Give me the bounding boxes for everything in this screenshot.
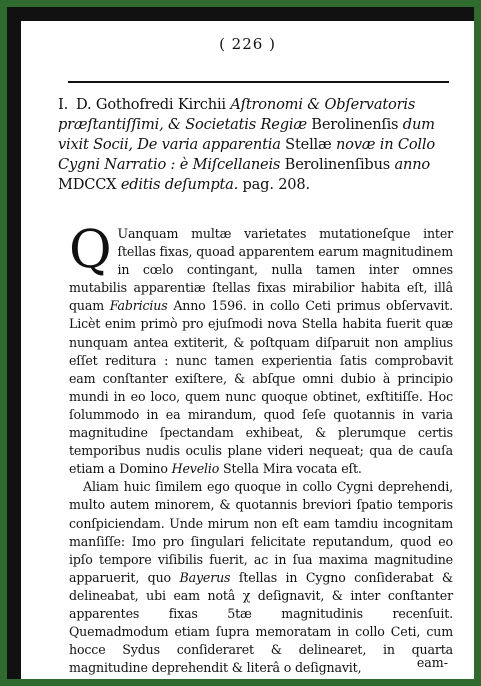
paragraph-run: Fabricius	[109, 298, 168, 314]
heading-run: Berolinenſibus	[284, 156, 395, 173]
heading-run: Aſtronomi & Obſervatoris præſtantiſſimi, & Societatis Regiæ	[58, 96, 416, 133]
article-heading	[58, 95, 453, 195]
article-body	[69, 220, 453, 677]
article-title	[58, 96, 435, 193]
paragraph-run: Stella Mira vocata eſt.	[219, 461, 362, 477]
paragraph-2-text	[69, 479, 453, 675]
heading-run: MDCCX	[58, 176, 121, 193]
paragraph-run: Uanquam multæ varietates mutationeſque inter ſtellas fixas, quoad apparentem earum magnitudinem in cœlo contingant, nulla tamen inter omnes mutabilis apparentiæ ſtellas fixas mirabilior habita eſt, illâ quam	[69, 226, 453, 314]
paragraph-run: ſtellas in Cygno conſiderabat & delineabat, ubi eam notâ χ deſignavit, & inter conſtanter apparentes fixas 5tæ magnitudinis recenſuit. Quemadmodum etiam ſupra memoratam in collo Ceti, cum hocce Sydus conſideraret & delinearet, in quarta magnitudine deprehendit & literâ ο deſignavit,	[69, 569, 453, 676]
document-page	[21, 21, 474, 679]
heading-run: D. Gothofredi Kirchii	[76, 96, 231, 113]
heading-run: dum vixit Socii, De varia apparentia	[58, 116, 435, 153]
heading-run: Stellæ	[285, 136, 336, 153]
catchword: eam-	[416, 655, 448, 670]
page-number: ( 226 )	[219, 35, 276, 53]
heading-run: Berolinenſis	[311, 116, 403, 133]
paragraph-run: Hevelio	[171, 461, 220, 477]
heading-run: editis deſumpta.	[120, 176, 243, 193]
paragraph-run: Anno 1596. in collo Ceti primus obſervavit. Licèt enim primò pro ejuſmodi nova Stella habita fuerit quæ nunquam antea extiterit, & poſtquam diſparuit non amplius eſſet reditura : nunc tamen experientia ſatis comprobavit eam conſtanter exiſtere, & abſque omni dubio à principio mundi in eo loco, quem nunc quoque obtinet, exſtitiſſe. Hoc ſolummodo in ea mirandum, quod ſeſe quotannis in varia magnitudine ſpectandam exhibeat, & plerumque certis temporibus nudis oculis plane videri nequeat; qua de cauſa etiam a Domino	[69, 298, 453, 477]
header-rule	[68, 81, 449, 83]
heading-run: anno	[394, 156, 431, 173]
drop-cap: Q	[69, 220, 112, 280]
paragraph-1-text	[69, 220, 453, 477]
paragraph-run: Bayerus	[179, 569, 231, 585]
article-number: I.	[58, 96, 69, 113]
page-frame	[7, 7, 474, 679]
heading-run: novæ in Collo Cygni Narratio : è Miſcellaneis	[58, 136, 435, 173]
paragraph-1	[69, 220, 453, 478]
paragraph-2	[69, 478, 453, 677]
paragraph-run: Aliam huic ſimilem ego quoque in collo Cygni deprehendi, multo autem minorem, & quotannis breviori ſpatio temporis conſpiciendam. Unde mirum non eſt eam tamdiu incognitam manſiſſe: Imo pro ſingulari felicitate reputandum, quod eo ipſo tempore viſibilis fuerit, ac in ſua maxima magnitudine apparuerit, quo	[69, 479, 453, 585]
heading-run: pag. 208.	[242, 176, 310, 193]
